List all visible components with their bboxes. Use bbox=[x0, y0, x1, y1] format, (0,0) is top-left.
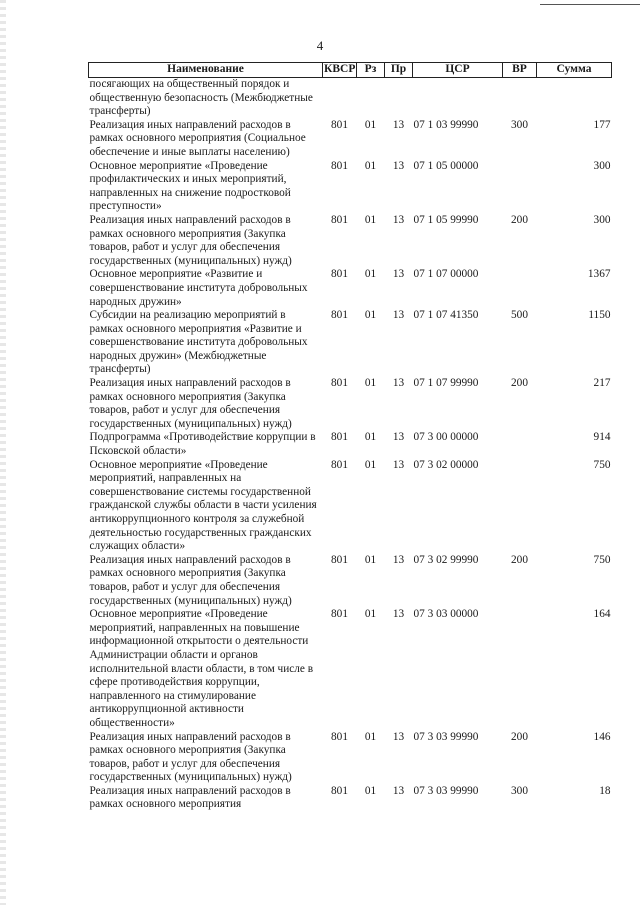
cell-name: Реализация иных направлений расходов в рамках основного мероприятия (Социальное обеспечение и иные выплаты населению) bbox=[89, 118, 306, 158]
cell-vr bbox=[503, 268, 537, 309]
cell-sum bbox=[537, 78, 612, 119]
cell-vr bbox=[503, 459, 537, 554]
cell-pr: 13 bbox=[392, 730, 405, 743]
cell-csr: 07 1 07 41350 bbox=[413, 309, 479, 322]
cell-kvsr bbox=[323, 78, 357, 119]
table-row bbox=[89, 731, 612, 785]
cell-pr: 13 bbox=[392, 458, 405, 471]
cell-rz: 01 bbox=[364, 159, 377, 172]
cell-rz: 01 bbox=[364, 553, 377, 566]
budget-table bbox=[88, 62, 612, 812]
table-row bbox=[89, 608, 612, 730]
table-row bbox=[89, 459, 612, 554]
cell-sum: 146 bbox=[593, 730, 611, 743]
cell-rz: 01 bbox=[364, 213, 377, 226]
header-rz: Рз bbox=[357, 63, 385, 78]
cell-kvsr: 801 bbox=[331, 431, 348, 444]
table-row bbox=[89, 431, 612, 458]
cell-csr: 07 1 05 00000 bbox=[413, 159, 479, 172]
table-row bbox=[89, 377, 612, 431]
cell-pr: 13 bbox=[392, 431, 405, 444]
cell-name: Подпрограмма «Противодействие коррупции в Псковской области» bbox=[89, 431, 316, 458]
cell-name: посягающих на общественный порядок и общественную безопасность (Межбюджетные трансферты) bbox=[89, 78, 313, 118]
cell-kvsr: 801 bbox=[331, 268, 348, 281]
cell-sum: 300 bbox=[593, 213, 611, 226]
page-number: 4 bbox=[316, 38, 324, 53]
header-pr: Пр bbox=[385, 63, 413, 78]
scan-edge bbox=[0, 0, 6, 905]
cell-pr: 13 bbox=[392, 553, 405, 566]
cell-pr: 13 bbox=[392, 608, 405, 621]
cell-name: Основное мероприятие «Проведение мероприятий, направленных на повышение информационной открытости о деятельности Администрации области и органов исполнительной власти области, в том числе в сфере противодействия коррупции, направленного на стимулирование антикоррупционной активности общественности» bbox=[89, 608, 314, 729]
cell-csr: 07 3 02 00000 bbox=[413, 458, 479, 471]
table-row bbox=[89, 119, 612, 160]
cell-sum: 177 bbox=[593, 118, 611, 131]
cell-kvsr: 801 bbox=[331, 309, 348, 322]
cell-csr bbox=[413, 78, 503, 119]
cell-kvsr: 801 bbox=[331, 730, 348, 743]
cell-name: Субсидии на реализацию мероприятий в рамках основного мероприятия «Развитие и совершенствование института добровольных народных дружин» (Межбюджетные трансферты) bbox=[89, 309, 308, 376]
cell-name: Реализация иных направлений расходов в рамках основного мероприятия (Закупка товаров, работ и услуг для обеспечения государственных (муниципальных) нужд) bbox=[89, 730, 292, 784]
cell-name: Реализация иных направлений расходов в рамках основного мероприятия bbox=[89, 784, 291, 811]
cell-sum: 914 bbox=[593, 431, 611, 444]
cell-sum: 1150 bbox=[588, 309, 611, 322]
cell-sum: 750 bbox=[593, 458, 611, 471]
cell-vr: 500 bbox=[511, 309, 528, 322]
cell-vr: 200 bbox=[511, 730, 528, 743]
cell-rz: 01 bbox=[364, 118, 377, 131]
cell-csr: 07 3 03 99990 bbox=[413, 784, 479, 797]
cell-name: Основное мероприятие «Проведение мероприятий, направленных на совершенствование системы государственной гражданской службы области в части усиления антикоррупционного контроля за служебной деятельностью государственных гражданских служащих области» bbox=[89, 458, 317, 553]
cell-sum: 300 bbox=[593, 159, 611, 172]
cell-csr: 07 3 03 00000 bbox=[413, 608, 479, 621]
cell-rz: 01 bbox=[364, 608, 377, 621]
cell-rz: 01 bbox=[364, 730, 377, 743]
cell-vr: 200 bbox=[511, 553, 528, 566]
cell-rz: 01 bbox=[364, 377, 377, 390]
cell-pr: 13 bbox=[392, 377, 405, 390]
cell-csr: 07 1 05 99990 bbox=[413, 213, 479, 226]
cell-name: Основное мероприятие «Развитие и совершенствование института добровольных народных дружин» bbox=[89, 268, 308, 308]
cell-kvsr: 801 bbox=[331, 159, 348, 172]
cell-sum: 750 bbox=[593, 553, 611, 566]
header-name: Наименование bbox=[89, 63, 323, 78]
cell-rz: 01 bbox=[364, 309, 377, 322]
table-row bbox=[89, 78, 612, 119]
cell-kvsr: 801 bbox=[331, 377, 348, 390]
table-row bbox=[89, 785, 612, 812]
table-row bbox=[89, 268, 612, 309]
table-row bbox=[89, 309, 612, 377]
cell-vr bbox=[503, 160, 537, 214]
cell-csr: 07 3 02 99990 bbox=[413, 553, 479, 566]
cell-sum: 164 bbox=[593, 608, 611, 621]
cell-pr bbox=[385, 78, 413, 119]
cell-vr: 200 bbox=[511, 213, 528, 226]
header-vr: ВР bbox=[503, 63, 537, 78]
cell-vr bbox=[503, 431, 537, 458]
cell-rz: 01 bbox=[364, 458, 377, 471]
cell-pr: 13 bbox=[392, 213, 405, 226]
cell-name: Основное мероприятие «Проведение профилактических и иных мероприятий, направленных на снижение подростковой преступности» bbox=[89, 159, 291, 213]
cell-kvsr: 801 bbox=[331, 608, 348, 621]
scan-top-line bbox=[540, 4, 640, 5]
cell-rz: 01 bbox=[364, 268, 377, 281]
cell-vr: 300 bbox=[511, 118, 528, 131]
cell-kvsr: 801 bbox=[331, 553, 348, 566]
table-header bbox=[89, 63, 612, 78]
cell-vr: 300 bbox=[511, 784, 528, 797]
table-row bbox=[89, 160, 612, 214]
cell-name: Реализация иных направлений расходов в рамках основного мероприятия (Закупка товаров, работ и услуг для обеспечения государственных (муниципальных) нужд) bbox=[89, 213, 292, 267]
cell-sum: 217 bbox=[593, 377, 611, 390]
cell-rz bbox=[357, 78, 385, 119]
cell-rz: 01 bbox=[364, 784, 377, 797]
cell-rz: 01 bbox=[364, 431, 377, 444]
table-row bbox=[89, 554, 612, 608]
header-sum: Сумма bbox=[537, 63, 612, 78]
cell-sum: 18 bbox=[599, 784, 611, 797]
cell-vr bbox=[503, 608, 537, 730]
cell-csr: 07 3 00 00000 bbox=[413, 431, 479, 444]
header-csr: ЦСР bbox=[413, 63, 503, 78]
cell-vr bbox=[503, 78, 537, 119]
cell-csr: 07 1 07 00000 bbox=[413, 268, 479, 281]
cell-name: Реализация иных направлений расходов в рамках основного мероприятия (Закупка товаров, работ и услуг для обеспечения государственных (муниципальных) нужд) bbox=[89, 553, 292, 607]
cell-pr: 13 bbox=[392, 268, 405, 281]
cell-vr: 200 bbox=[511, 377, 528, 390]
table-body bbox=[89, 78, 612, 813]
cell-sum: 1367 bbox=[587, 268, 611, 281]
cell-csr: 07 1 03 99990 bbox=[413, 118, 479, 131]
cell-pr: 13 bbox=[392, 784, 405, 797]
cell-pr: 13 bbox=[392, 309, 405, 322]
cell-pr: 13 bbox=[392, 118, 405, 131]
cell-kvsr: 801 bbox=[331, 784, 348, 797]
cell-name: Реализация иных направлений расходов в рамках основного мероприятия (Закупка товаров, работ и услуг для обеспечения государственных (муниципальных) нужд) bbox=[89, 377, 292, 430]
header-kvsr: КВСР bbox=[323, 63, 357, 78]
cell-kvsr: 801 bbox=[331, 118, 348, 131]
cell-pr: 13 bbox=[392, 159, 405, 172]
cell-kvsr: 801 bbox=[331, 458, 348, 471]
table-row bbox=[89, 214, 612, 268]
cell-kvsr: 801 bbox=[331, 213, 348, 226]
cell-csr: 07 3 03 99990 bbox=[413, 730, 479, 743]
cell-csr: 07 1 07 99990 bbox=[413, 377, 479, 390]
